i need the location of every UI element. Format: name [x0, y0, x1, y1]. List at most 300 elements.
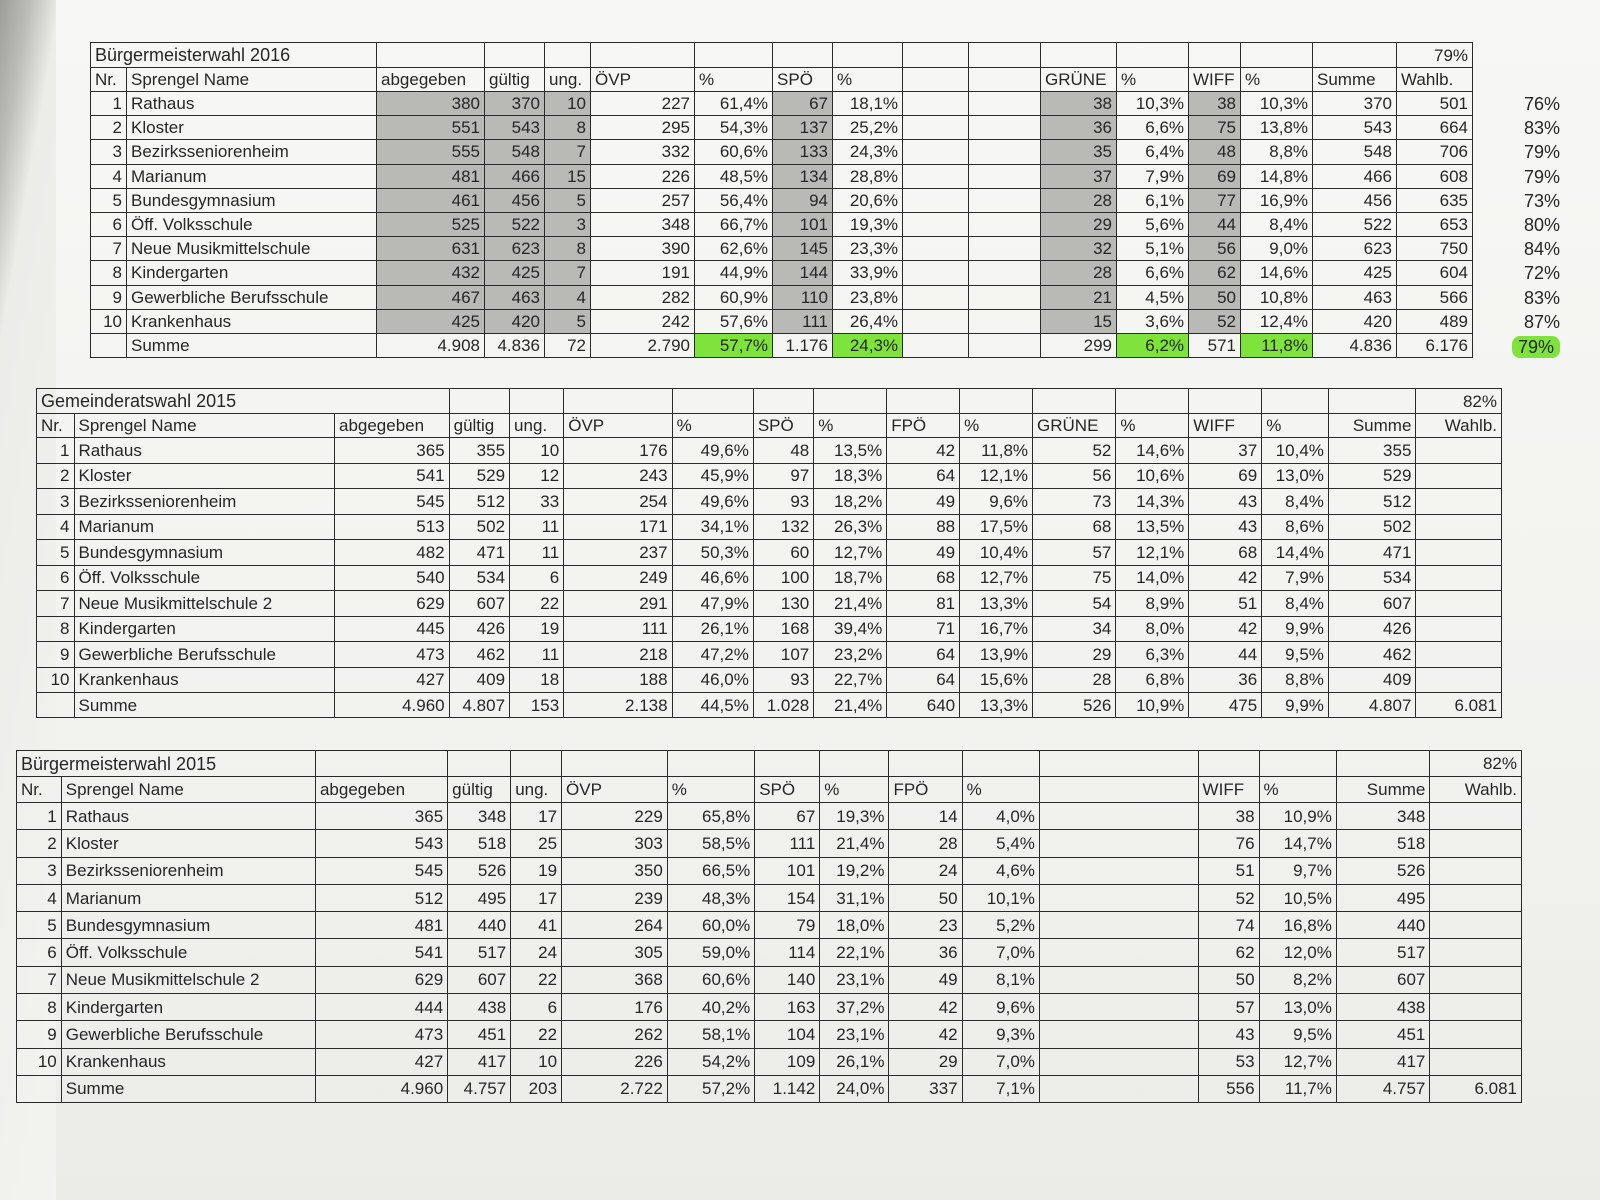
value-cell: 28	[1033, 667, 1116, 693]
wahlberechtigte-cell: 664	[1397, 116, 1473, 140]
total-cell: 203	[511, 1075, 562, 1102]
sprengel-name: Marianum	[61, 884, 315, 911]
column-header: %	[1241, 68, 1313, 92]
sprengel-name: Bezirksseniorenheim	[127, 140, 377, 164]
value-cell: 9,5%	[1262, 642, 1329, 668]
value-cell: 502	[1328, 514, 1416, 540]
value-cell: 81	[887, 591, 960, 617]
table-buergermeisterwahl-2016	[90, 42, 1473, 358]
empty-cell	[1039, 1075, 1198, 1102]
value-cell: 28	[889, 830, 962, 857]
wahlberechtigte-cell: 635	[1397, 188, 1473, 212]
total-row	[37, 693, 1502, 718]
sprengel-name: Kloster	[127, 116, 377, 140]
column-header: WIFF	[1189, 68, 1241, 92]
gruene-votes: 35	[1041, 140, 1117, 164]
table-header-row	[17, 777, 1522, 803]
ungueltig-cell: 15	[545, 164, 591, 188]
total-cell: 4.757	[1336, 1075, 1430, 1102]
sprengel-name: Öff. Volksschule	[74, 565, 334, 591]
empty-cell	[903, 261, 969, 285]
total-row	[17, 1075, 1522, 1102]
table-row	[17, 939, 1522, 966]
empty-cell	[449, 389, 509, 414]
value-cell: 10	[511, 1048, 562, 1075]
spoe-votes: 144	[773, 261, 833, 285]
value-cell: 4,0%	[962, 803, 1039, 830]
gruene-pct: 10,3%	[1117, 92, 1189, 116]
empty-cell	[1198, 751, 1259, 777]
spoe-pct: 24,3%	[833, 140, 903, 164]
oevp-votes: 257	[591, 188, 695, 212]
value-cell: 254	[564, 489, 672, 515]
empty-cell	[887, 389, 960, 414]
table-row	[37, 667, 1502, 693]
wahlberechtigte-total: 6.176	[1397, 333, 1473, 357]
value-cell: 21,4%	[814, 591, 887, 617]
value-cell: 132	[753, 514, 813, 540]
value-cell: 368	[562, 966, 668, 993]
value-cell: 29	[1033, 642, 1116, 668]
table-row	[37, 565, 1502, 591]
oevp-votes: 390	[591, 237, 695, 261]
row-turnout: 72%	[1523, 263, 1560, 284]
value-cell: 417	[448, 1048, 511, 1075]
value-cell: 16,7%	[960, 616, 1033, 642]
wahlbeteiligung-total: 82%	[1416, 389, 1502, 414]
wiff-votes: 52	[1189, 309, 1241, 333]
table-row	[37, 463, 1502, 489]
total-cell: 10,9%	[1116, 693, 1189, 718]
column-header: Wahlb.	[1416, 414, 1502, 438]
value-cell: 291	[564, 591, 672, 617]
empty-cell	[969, 285, 1041, 309]
value-cell: 438	[448, 994, 511, 1021]
empty-cell	[969, 116, 1041, 140]
wahlberechtigte-cell: 566	[1397, 285, 1473, 309]
sprengel-name: Rathaus	[74, 438, 334, 464]
empty-cell	[1416, 667, 1502, 693]
sprengel-name: Krankenhaus	[74, 667, 334, 693]
value-cell: 64	[887, 463, 960, 489]
abgegeben-cell: 555	[377, 140, 485, 164]
column-header: %	[1117, 68, 1189, 92]
spoe-pct: 18,1%	[833, 92, 903, 116]
column-header: ung.	[511, 777, 562, 803]
gueltig-cell: 466	[485, 164, 545, 188]
ungueltig-cell: 7	[545, 261, 591, 285]
total-cell: 153	[510, 693, 564, 718]
summe-cell: 522	[1313, 212, 1397, 236]
column-header: ÖVP	[562, 777, 668, 803]
row-number: 2	[91, 116, 127, 140]
empty-cell	[1039, 857, 1198, 884]
oevp-pct: 44,9%	[695, 261, 773, 285]
empty-cell	[903, 68, 969, 92]
ungueltig-cell: 5	[545, 309, 591, 333]
empty-cell	[969, 188, 1041, 212]
empty-cell	[1039, 912, 1198, 939]
value-cell: 348	[448, 803, 511, 830]
gruene-votes: 32	[1041, 237, 1117, 261]
summe-cell: 425	[1313, 261, 1397, 285]
total-cell: 1.142	[755, 1075, 820, 1102]
value-cell: 130	[753, 591, 813, 617]
column-header: %	[695, 68, 773, 92]
ungueltig-cell: 8	[545, 237, 591, 261]
value-cell: 10,6%	[1116, 463, 1189, 489]
table-row	[37, 540, 1502, 566]
value-cell: 518	[1336, 830, 1430, 857]
sprengel-name: Gewerbliche Berufsschule	[61, 1021, 315, 1048]
empty-cell	[1430, 803, 1522, 830]
value-cell: 67	[755, 803, 820, 830]
value-cell: 10,9%	[1259, 803, 1336, 830]
empty-cell	[1416, 463, 1502, 489]
value-cell: 218	[564, 642, 672, 668]
empty-cell	[833, 43, 903, 68]
value-cell: 37,2%	[820, 994, 889, 1021]
value-cell: 69	[1189, 463, 1262, 489]
gueltig-cell: 456	[485, 188, 545, 212]
gruene-pct-total: 6,2%	[1117, 333, 1189, 357]
empty-cell	[1039, 884, 1198, 911]
value-cell: 513	[334, 514, 449, 540]
value-cell: 154	[755, 884, 820, 911]
column-header: abgegeben	[315, 777, 447, 803]
oevp-votes: 295	[591, 116, 695, 140]
gruene-pct: 6,6%	[1117, 116, 1189, 140]
value-cell: 534	[1328, 565, 1416, 591]
table-row	[91, 116, 1473, 140]
wiff-pct-total: 11,8%	[1241, 333, 1313, 357]
empty-cell	[1039, 1021, 1198, 1048]
value-cell: 303	[562, 830, 668, 857]
spoe-pct: 28,8%	[833, 164, 903, 188]
column-header: Nr.	[37, 414, 75, 438]
value-cell: 43	[1189, 489, 1262, 515]
value-cell: 6	[510, 565, 564, 591]
table-row	[91, 164, 1473, 188]
value-cell: 49	[887, 540, 960, 566]
gruene-total: 299	[1041, 333, 1117, 357]
empty-cell	[1039, 994, 1198, 1021]
value-cell: 19	[511, 857, 562, 884]
value-cell: 417	[1336, 1048, 1430, 1075]
value-cell: 607	[1336, 966, 1430, 993]
total-cell: 24,0%	[820, 1075, 889, 1102]
ungueltig-cell: 5	[545, 188, 591, 212]
column-header: %	[667, 777, 754, 803]
oevp-pct: 66,7%	[695, 212, 773, 236]
value-cell: 10,4%	[960, 540, 1033, 566]
value-cell: 8,1%	[962, 966, 1039, 993]
column-header: %	[820, 777, 889, 803]
empty-cell	[903, 212, 969, 236]
value-cell: 18,2%	[814, 489, 887, 515]
value-cell: 545	[315, 857, 447, 884]
ungueltig-cell: 3	[545, 212, 591, 236]
wiff-pct: 14,8%	[1241, 164, 1313, 188]
empty-cell	[903, 164, 969, 188]
table-title: Bürgermeisterwahl 2016	[91, 43, 377, 68]
empty-cell	[1430, 1048, 1522, 1075]
value-cell: 426	[449, 616, 509, 642]
summe-cell: 623	[1313, 237, 1397, 261]
empty-cell	[672, 389, 753, 414]
column-header: %	[814, 414, 887, 438]
gruene-pct: 5,1%	[1117, 237, 1189, 261]
value-cell: 9,5%	[1259, 1021, 1336, 1048]
value-cell: 409	[1328, 667, 1416, 693]
sprengel-name: Bezirksseniorenheim	[74, 489, 334, 515]
row-number: 9	[17, 1021, 62, 1048]
wahlberechtigte-cell: 604	[1397, 261, 1473, 285]
value-cell: 74	[1198, 912, 1259, 939]
empty-cell	[1039, 803, 1198, 830]
value-cell: 60,6%	[667, 966, 754, 993]
value-cell: 88	[887, 514, 960, 540]
empty-cell	[903, 237, 969, 261]
value-cell: 140	[755, 966, 820, 993]
column-header: ung.	[545, 68, 591, 92]
sprengel-name: Bundesgymnasium	[74, 540, 334, 566]
wahlberechtigte-cell: 501	[1397, 92, 1473, 116]
spoe-pct: 20,6%	[833, 188, 903, 212]
value-cell: 365	[315, 803, 447, 830]
value-cell: 7,0%	[962, 939, 1039, 966]
value-cell: 9,7%	[1259, 857, 1336, 884]
spoe-pct: 26,4%	[833, 309, 903, 333]
empty-cell	[814, 389, 887, 414]
value-cell: 512	[449, 489, 509, 515]
value-cell: 8,0%	[1116, 616, 1189, 642]
wiff-votes: 69	[1189, 164, 1241, 188]
value-cell: 109	[755, 1048, 820, 1075]
empty-cell	[1430, 994, 1522, 1021]
empty-cell	[903, 309, 969, 333]
row-number: 7	[91, 237, 127, 261]
total-cell: 13,3%	[960, 693, 1033, 718]
value-cell: 68	[887, 565, 960, 591]
value-cell: 237	[564, 540, 672, 566]
value-cell: 76	[1198, 830, 1259, 857]
value-cell: 100	[753, 565, 813, 591]
abgegeben-cell: 631	[377, 237, 485, 261]
empty-cell	[1033, 389, 1116, 414]
value-cell: 68	[1189, 540, 1262, 566]
value-cell: 58,1%	[667, 1021, 754, 1048]
total-cell: 21,4%	[814, 693, 887, 718]
value-cell: 22	[511, 1021, 562, 1048]
column-header: Summe	[1313, 68, 1397, 92]
column-header: SPÖ	[755, 777, 820, 803]
empty-cell	[1430, 912, 1522, 939]
row-number: 4	[17, 884, 62, 911]
sprengel-name: Krankenhaus	[61, 1048, 315, 1075]
oevp-pct-total: 57,7%	[695, 333, 773, 357]
total-label: Summe	[74, 693, 334, 718]
empty-cell	[1430, 1021, 1522, 1048]
value-cell: 11	[510, 540, 564, 566]
value-cell: 10	[510, 438, 564, 464]
gueltig-cell: 548	[485, 140, 545, 164]
empty-cell	[969, 237, 1041, 261]
empty-cell	[753, 389, 813, 414]
value-cell: 66,5%	[667, 857, 754, 884]
value-cell: 93	[753, 489, 813, 515]
value-cell: 445	[334, 616, 449, 642]
abgegeben-cell: 551	[377, 116, 485, 140]
value-cell: 23,1%	[820, 966, 889, 993]
value-cell: 12,1%	[960, 463, 1033, 489]
sprengel-name: Krankenhaus	[127, 309, 377, 333]
gruene-pct: 5,6%	[1117, 212, 1189, 236]
value-cell: 171	[564, 514, 672, 540]
value-cell: 8,8%	[1262, 667, 1329, 693]
value-cell: 19,3%	[820, 803, 889, 830]
sprengel-name: Gewerbliche Berufsschule	[74, 642, 334, 668]
row-number: 8	[91, 261, 127, 285]
row-number: 6	[17, 939, 62, 966]
value-cell: 36	[1189, 667, 1262, 693]
value-cell: 22,7%	[814, 667, 887, 693]
table-gemeinderatswahl-2015	[36, 388, 1502, 718]
wiff-votes: 62	[1189, 261, 1241, 285]
empty-cell	[91, 333, 127, 357]
table-row	[37, 514, 1502, 540]
empty-cell	[1416, 540, 1502, 566]
value-cell: 518	[448, 830, 511, 857]
value-cell: 38	[1198, 803, 1259, 830]
row-number: 5	[17, 912, 62, 939]
empty-cell	[1241, 43, 1313, 68]
column-header: SPÖ	[773, 68, 833, 92]
value-cell: 24	[511, 939, 562, 966]
sprengel-name: Gewerbliche Berufsschule	[127, 285, 377, 309]
empty-cell	[1117, 43, 1189, 68]
empty-cell	[1189, 389, 1262, 414]
abgegeben-cell: 525	[377, 212, 485, 236]
value-cell: 18,0%	[820, 912, 889, 939]
wiff-pct: 14,6%	[1241, 261, 1313, 285]
oevp-pct: 62,6%	[695, 237, 773, 261]
value-cell: 541	[315, 939, 447, 966]
value-cell: 34	[1033, 616, 1116, 642]
empty-cell	[1039, 966, 1198, 993]
row-turnout: 73%	[1523, 190, 1560, 211]
gueltig-cell: 543	[485, 116, 545, 140]
value-cell: 57	[1033, 540, 1116, 566]
oevp-pct: 54,3%	[695, 116, 773, 140]
sprengel-name: Marianum	[127, 164, 377, 188]
empty-cell	[969, 261, 1041, 285]
spoe-votes: 137	[773, 116, 833, 140]
gueltig-cell: 420	[485, 309, 545, 333]
value-cell: 226	[562, 1048, 668, 1075]
value-cell: 427	[334, 667, 449, 693]
value-cell: 111	[755, 830, 820, 857]
value-cell: 46,6%	[672, 565, 753, 591]
wiff-pct: 10,8%	[1241, 285, 1313, 309]
value-cell: 50	[889, 884, 962, 911]
empty-cell	[903, 333, 969, 357]
table-row	[17, 857, 1522, 884]
value-cell: 176	[564, 438, 672, 464]
row-number: 8	[17, 994, 62, 1021]
value-cell: 60,0%	[667, 912, 754, 939]
spoe-pct: 33,9%	[833, 261, 903, 285]
row-number: 1	[91, 92, 127, 116]
value-cell: 36	[889, 939, 962, 966]
spoe-pct-total: 24,3%	[833, 333, 903, 357]
spoe-pct: 23,3%	[833, 237, 903, 261]
ungueltig-cell: 8	[545, 116, 591, 140]
summe-cell: 466	[1313, 164, 1397, 188]
summe-cell: 463	[1313, 285, 1397, 309]
value-cell: 517	[448, 939, 511, 966]
sprengel-name: Rathaus	[127, 92, 377, 116]
empty-cell	[962, 751, 1039, 777]
oevp-votes: 227	[591, 92, 695, 116]
table-title-row	[37, 389, 1502, 414]
empty-cell	[377, 43, 485, 68]
oevp-votes: 282	[591, 285, 695, 309]
value-cell: 9,3%	[962, 1021, 1039, 1048]
row-number: 7	[37, 591, 75, 617]
value-cell: 49	[887, 489, 960, 515]
value-cell: 56	[1033, 463, 1116, 489]
total-label: Summe	[127, 333, 377, 357]
value-cell: 59,0%	[667, 939, 754, 966]
value-cell: 8,6%	[1262, 514, 1329, 540]
gueltig-cell: 463	[485, 285, 545, 309]
value-cell: 22	[510, 591, 564, 617]
spoe-pct: 19,3%	[833, 212, 903, 236]
value-cell: 355	[449, 438, 509, 464]
row-turnout: 76%	[1523, 94, 1560, 114]
column-header: abgegeben	[377, 68, 485, 92]
column-header: %	[1262, 414, 1329, 438]
gueltig-cell: 623	[485, 237, 545, 261]
empty-cell	[17, 1075, 62, 1102]
value-cell: 50	[1198, 966, 1259, 993]
empty-cell	[755, 751, 820, 777]
oevp-votes: 191	[591, 261, 695, 285]
wiff-pct: 8,4%	[1241, 212, 1313, 236]
value-cell: 26,3%	[814, 514, 887, 540]
value-cell: 502	[449, 514, 509, 540]
oevp-pct: 56,4%	[695, 188, 773, 212]
value-cell: 104	[755, 1021, 820, 1048]
sprengel-name: Bundesgymnasium	[127, 188, 377, 212]
gruene-votes: 28	[1041, 188, 1117, 212]
column-header: Wahlb.	[1430, 777, 1522, 803]
value-cell: 451	[448, 1021, 511, 1048]
value-cell: 239	[562, 884, 668, 911]
row-number: 2	[17, 830, 62, 857]
value-cell: 21,4%	[820, 830, 889, 857]
table-row	[91, 212, 1473, 236]
value-cell: 6,8%	[1116, 667, 1189, 693]
value-cell: 26,1%	[820, 1048, 889, 1075]
column-header: Nr.	[17, 777, 62, 803]
value-cell: 51	[1198, 857, 1259, 884]
row-number: 3	[37, 489, 75, 515]
value-cell: 348	[1336, 803, 1430, 830]
gruene-pct: 6,1%	[1117, 188, 1189, 212]
empty-cell	[903, 285, 969, 309]
